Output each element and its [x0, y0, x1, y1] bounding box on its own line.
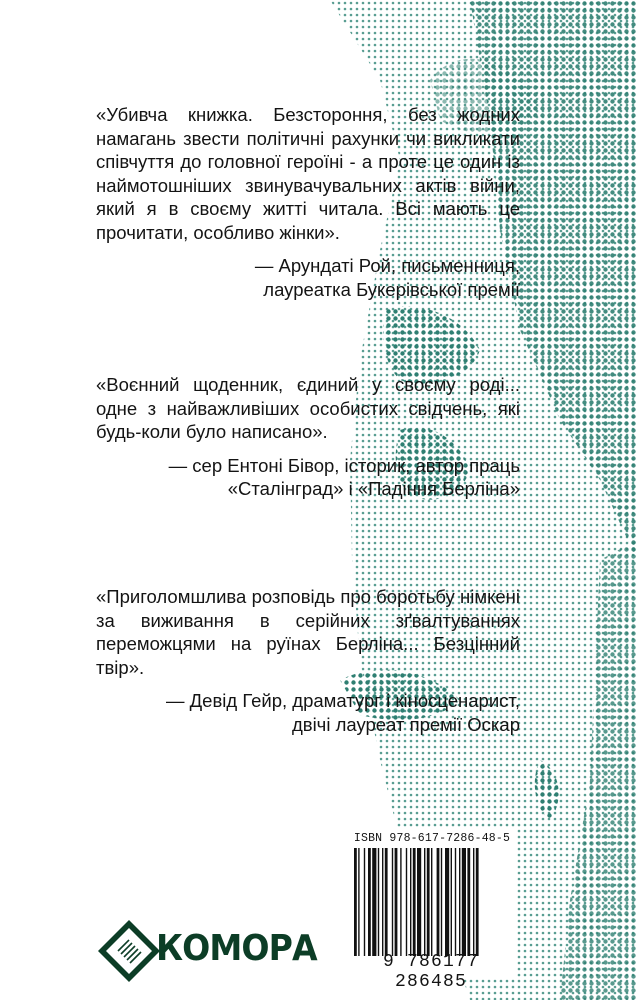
- barcode-bar: [354, 848, 357, 956]
- barcode-bar: [445, 848, 449, 956]
- attribution-line: — Арундаті Рой, письменниця,: [254, 255, 520, 276]
- barcode-bar: [427, 848, 430, 956]
- barcode-bar: [358, 848, 359, 956]
- quote-text: «Воєнний щоденник, єдиний у своєму роді... одне з найважливіших особистих свідчень, які будь-коли було написано».: [96, 374, 520, 442]
- barcode-bar: [378, 848, 379, 956]
- barcode-bar: [473, 848, 474, 956]
- barcode-bar: [413, 848, 416, 956]
- quote-block-roy: [96, 103, 520, 301]
- barcode-bar: [467, 848, 470, 956]
- barcode-bar: [385, 848, 388, 956]
- barcode-bar: [395, 848, 398, 956]
- barcode-bars: [354, 848, 512, 956]
- isbn-barcode: [346, 828, 516, 992]
- attribution-line: — Девід Гейр, драматург і кіносценарист,: [165, 690, 520, 711]
- barcode-bar: [424, 848, 425, 956]
- publisher-name: КОМОРА: [156, 928, 317, 969]
- barcode-bar: [400, 848, 401, 956]
- barcode-bar: [368, 848, 371, 956]
- attribution-line: «Сталінград» і «Падіння Берліна»: [227, 478, 520, 499]
- barcode-bar: [364, 848, 365, 956]
- quote-attribution: [96, 254, 520, 301]
- quote-block-hare: [96, 585, 520, 736]
- barcode-bar: [455, 848, 456, 956]
- barcode-bar: [476, 848, 479, 956]
- barcode-bar: [417, 848, 421, 956]
- attribution-line: лауреатка Букерівської премії: [263, 278, 520, 300]
- barcode-bar: [372, 848, 376, 956]
- barcode-bar: [451, 848, 452, 956]
- publisher-logo: [96, 918, 317, 984]
- barcode-bar: [382, 848, 383, 956]
- barcode-bar: [459, 848, 460, 956]
- barcode-bar: [431, 848, 432, 956]
- quote-text: «Приголомшлива розповідь про боротьбу німкені за виживання в серійних зґвалтуваннях переможцями на руїнах Берліна... Безцінний твір».: [96, 586, 520, 678]
- quote-text: «Убивча книжка. Безстороння, без жодних намагань звести політичні рахунки чи викликати співчуття до головної героїні - а проте це один із наймотошніших звинувачувальних актів війни, який я в своєму житті читала. Всі мають це прочитати, особливо жінки».: [96, 104, 520, 243]
- barcode-bar: [462, 848, 466, 956]
- barcode-bar: [406, 848, 407, 956]
- barcode-bar: [392, 848, 393, 956]
- barcode-bar: [410, 848, 411, 956]
- barcode-bar: [437, 848, 440, 956]
- ean-digits: 9 786177 286485: [382, 952, 479, 992]
- publisher-logo-icon: [96, 918, 162, 984]
- quote-attribution: [96, 689, 520, 736]
- attribution-line: — сер Ентоні Бівор, історик, автор праць: [168, 454, 520, 476]
- barcode-bar: [441, 848, 442, 956]
- isbn-label: ISBN 978-617-7286-48-5: [353, 832, 511, 845]
- quote-attribution: [96, 454, 520, 501]
- attribution-line: двічі лауреат премії Оскар: [291, 713, 520, 735]
- quote-block-beevor: [96, 373, 520, 501]
